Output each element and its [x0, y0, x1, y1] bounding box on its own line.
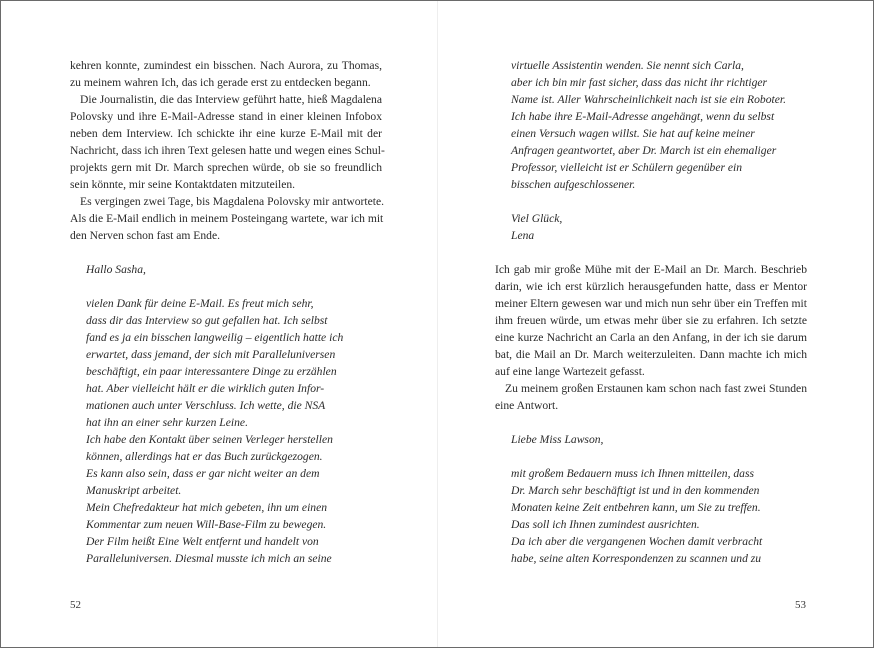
text-line: ihm freuen würde, um etwas mehr über sie zu erfahren. Ich setzte — [495, 314, 807, 327]
right-page — [495, 57, 807, 567]
text-line: Die Journalistin, die das Interview geführt hatte, hieß Magdalena — [80, 93, 382, 106]
text-line: zu meinem wahren Ich, das ich gerade erst zu entdecken begann. — [70, 76, 371, 89]
text-line: den Nerven schon fast am Ende. — [70, 229, 221, 242]
email-signature: Lena — [511, 229, 535, 242]
email-line: Da ich aber die vergangenen Wochen damit verbracht — [511, 535, 763, 548]
email-line: Ich habe ihre E-Mail-Adresse angehängt, wenn du selbst — [511, 110, 775, 123]
email-line: mit großem Bedauern muss ich Ihnen mitteilen, dass — [511, 467, 755, 480]
email-line: Name ist. Aller Wahrscheinlichkeit nach ist sie ein Roboter. — [511, 93, 786, 106]
email-line: Mein Chefredakteur hat mich gebeten, ihn um einen — [86, 501, 328, 514]
email-line: habe, seine alten Korrespondenzen zu scannen und zu — [511, 552, 762, 565]
email-line: Ich habe den Kontakt über seinen Verleger herstellen — [86, 433, 333, 446]
email-line: einen Versuch wagen willst. Sie hat auf keine meiner — [511, 127, 755, 140]
email-line: mationen auch unter Verschluss. Ich wette, die NSA — [86, 399, 326, 412]
email-line: Es kann also sein, dass er gar nicht weiter an dem — [86, 467, 320, 480]
text-line: meiner Eltern gewesen war und mich nun sehr über ein Treffen mit — [495, 297, 807, 310]
email-line: hat ihn an einer sehr kurzen Leine. — [86, 416, 248, 429]
email-line: fand es ja ein bisschen langweilig – eigentlich hatte ich — [86, 331, 344, 344]
left-page — [70, 57, 385, 567]
email-line: können, allerdings hat er das Buch zurückgezogen. — [86, 450, 323, 463]
text-line: Nachricht, dass ich ihren Text gelesen hatte und wegen eines Schul- — [70, 144, 385, 157]
text-line: kehren konnte, zumindest ein bisschen. Nach Aurora, zu Thomas, — [70, 59, 382, 72]
text-line: Es vergingen zwei Tage, bis Magdalena Polovsky mir antwortete. — [80, 195, 384, 208]
email-salutation: Liebe Miss Lawson, — [511, 433, 604, 446]
text-line: darin, wie ich erst kürzlich herausgefunden hatte, dass er Mentor — [495, 280, 807, 293]
email-line: erwartet, dass jemand, der sich mit Paralleluniversen — [86, 348, 336, 361]
paragraph-gap — [495, 193, 807, 210]
email-line: Kommentar zum neuen Will-Base-Film zu bewegen. — [86, 518, 327, 531]
text-line: bat, die Mail an Dr. March weiterzuleiten. Dann machte ich mich — [495, 348, 807, 361]
text-line: neben dem Interview. Ich schickte ihr eine kurze E-Mail mit der — [70, 127, 382, 140]
email-line: virtuelle Assistentin wenden. Sie nennt sich Carla, — [511, 59, 744, 72]
text-line: Zu meinem großen Erstaunen kam schon nach fast zwei Stunden — [505, 382, 807, 395]
page-number: 53 — [795, 599, 806, 611]
paragraph-gap — [495, 414, 807, 431]
email-line: hat. Aber vielleicht hält er die wirklich guten Infor- — [86, 382, 325, 395]
email-line: dass dir das Interview so gut gefallen hat. Ich selbst — [86, 314, 328, 327]
email-line: Anfragen geantwortet, aber Dr. March ist ein ehemaliger — [511, 144, 777, 157]
text-line: sein könnte, mir seine Kontaktdaten mitzuteilen. — [70, 178, 296, 191]
page-number: 52 — [70, 599, 81, 611]
paragraph-gap — [70, 244, 382, 261]
email-closing: Viel Glück, — [511, 212, 563, 225]
text-line: auf eine lange Wartezeit gefasst. — [495, 365, 645, 378]
email-salutation: Hallo Sasha, — [86, 263, 146, 276]
paragraph-gap — [495, 448, 807, 465]
email-line: vielen Dank für deine E-Mail. Es freut mich sehr, — [86, 297, 314, 310]
text-line: eine kurze Nachricht an Carla an den Anfang, in der ich sie darum — [495, 331, 807, 344]
text-line: projekts gern mit Dr. March sprechen würde, ob sie so freundlich — [70, 161, 382, 174]
email-line: Der Film heißt Eine Welt entfernt und handelt von — [86, 535, 319, 548]
email-line: Paralleluniversen. Diesmal musste ich mich an seine — [86, 552, 332, 565]
email-line: Dr. March sehr beschäftigt ist und in den kommenden — [511, 484, 760, 497]
email-line: aber ich bin mir fast sicher, dass das nicht ihr richtiger — [511, 76, 768, 89]
text-line: Ich gab mir große Mühe mit der E-Mail an Dr. March. Beschrieb — [495, 263, 807, 276]
text-line: Als die E-Mail endlich in meinem Posteingang wartete, war ich mit — [70, 212, 384, 225]
email-line: Professor, vielleicht ist er Schülern gegenüber ein — [511, 161, 743, 174]
page-gutter — [437, 1, 438, 647]
email-line: Manuskript arbeitet. — [86, 484, 182, 497]
text-line: eine Antwort. — [495, 399, 559, 412]
email-line: beschäftigt, ein paar interessantere Dinge zu erzählen — [86, 365, 337, 378]
paragraph-gap — [495, 244, 807, 261]
text-line: Polovsky und ihre E-Mail-Adresse stand in einer kleinen Infobox — [70, 110, 382, 123]
paragraph-gap — [70, 278, 382, 295]
email-line: Monaten keine Zeit entbehren kann, um Sie zu treffen. — [511, 501, 761, 514]
email-line: bisschen aufgeschlossener. — [511, 178, 636, 191]
email-line: Das soll ich Ihnen zumindest ausrichten. — [511, 518, 700, 531]
